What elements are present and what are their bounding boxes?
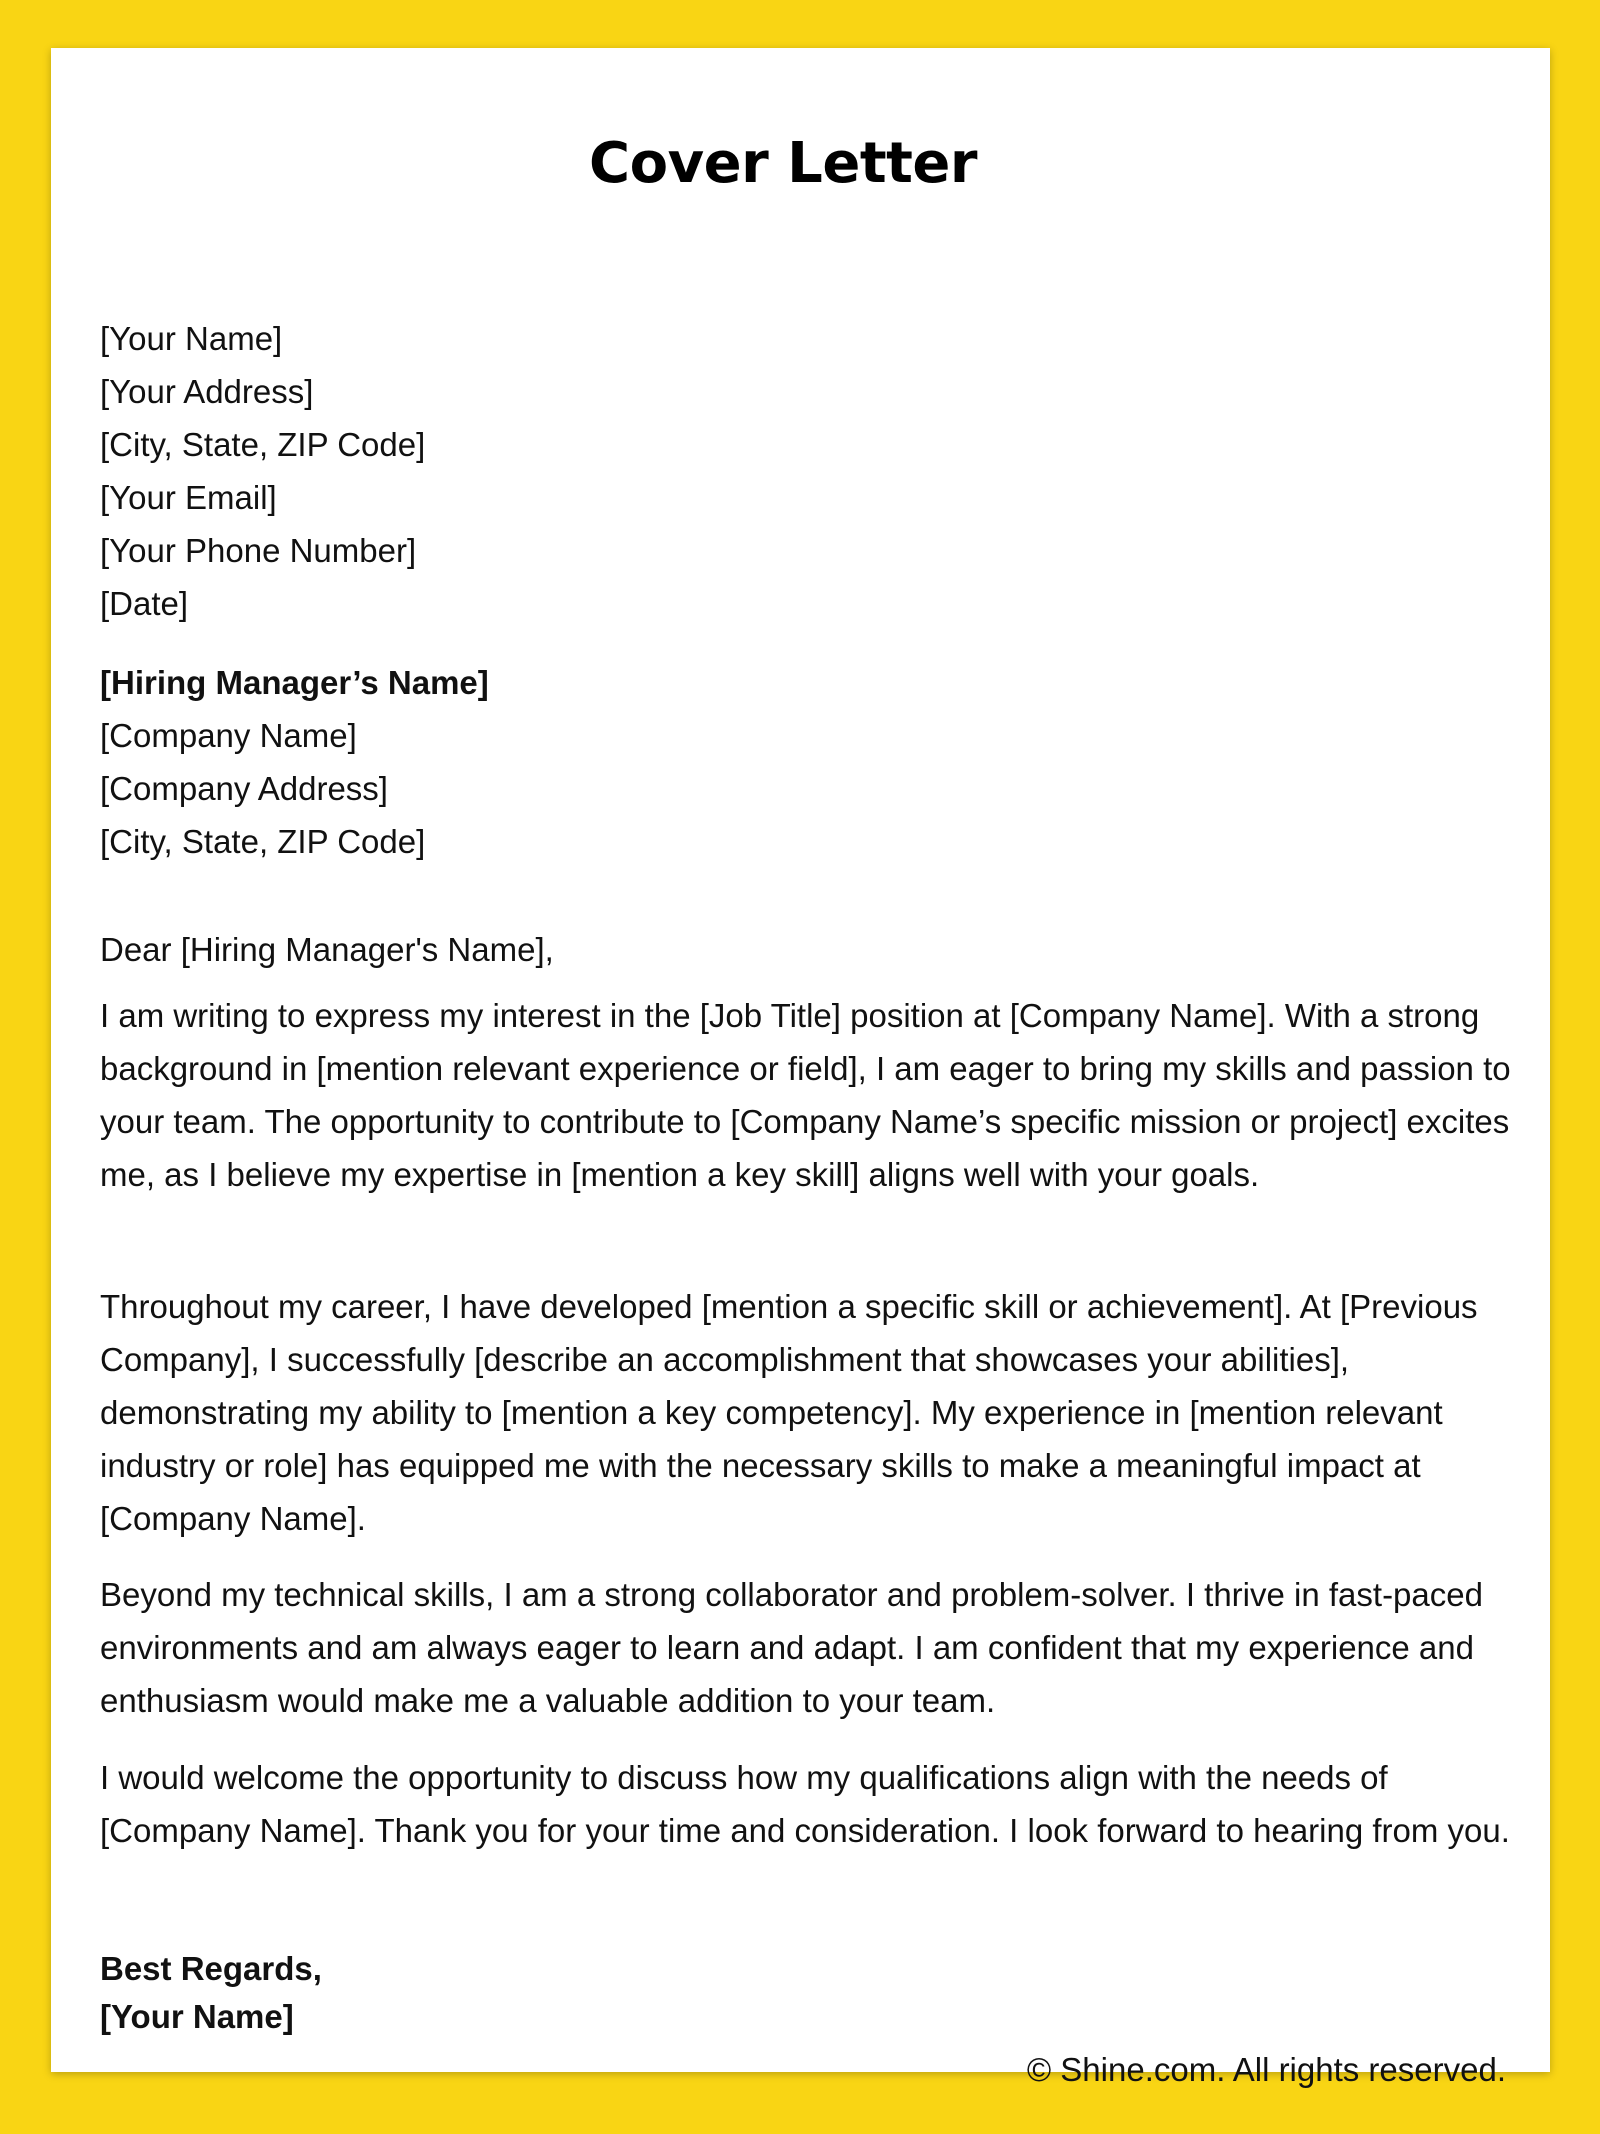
sender-phone: [Your Phone Number] — [100, 532, 417, 569]
copyright-footer: © Shine.com. All rights reserved. — [1026, 2051, 1506, 2088]
salutation — [100, 923, 1520, 976]
closing-block — [100, 1945, 1520, 2041]
letter-page — [51, 48, 1550, 2088]
body-paragraph-4: I would welcome the opportunity to discuss how my qualifications align with the needs of [Company Name]. Thank you for your time and consideration. I look forward to hearing from you. — [100, 1759, 1510, 1849]
recipient-manager-name: [Hiring Manager’s Name] — [100, 664, 489, 701]
salutation-text: Dear [Hiring Manager's Name], — [100, 931, 554, 968]
sender-email: [Your Email] — [100, 479, 277, 516]
body-paragraph-2: Throughout my career, I have developed [mention a specific skill or achievement]. At [Previous Company], I successfully [describe an accomplishment that showcases your abilities], demonstrating my ability to [mention a key competency]. My experience in [mention relevant industry or role] has equipped me with the necessary skills to make a meaningful impact at [Company Name]. — [100, 1288, 1478, 1537]
body-paragraph-3: Beyond my technical skills, I am a strong collaborator and problem-solver. I thrive in fast-paced environments and am always eager to learn and adapt. I am confident that my experience and enthusiasm would make me a valuable addition to your team. — [100, 1576, 1483, 1719]
sender-address: [Your Address] — [100, 373, 314, 410]
closing-text: Best Regards, — [100, 1950, 322, 1987]
recipient-company-address: [Company Address] — [100, 770, 388, 807]
body-paragraph-1: I am writing to express my interest in the [Job Title] position at [Company Name]. With a strong background in [mention relevant experience or field], I am eager to bring my skills and passion to your team. The opportunity to contribute to [Company Name’s specific mission or project] excites me, as I believe my expertise in [mention a key skill] aligns well with your goals. — [100, 997, 1511, 1193]
recipient-city-state-zip: [City, State, ZIP Code] — [100, 823, 426, 860]
sender-city-state-zip: [City, State, ZIP Code] — [100, 426, 426, 463]
signature-name: [Your Name] — [100, 1998, 294, 2035]
recipient-block — [100, 656, 1520, 868]
sender-name: [Your Name] — [100, 320, 283, 357]
letter-date: [Date] — [100, 585, 189, 622]
sender-block — [100, 312, 1520, 630]
page-title: Cover Letter — [589, 131, 977, 196]
recipient-company-name: [Company Name] — [100, 717, 357, 754]
